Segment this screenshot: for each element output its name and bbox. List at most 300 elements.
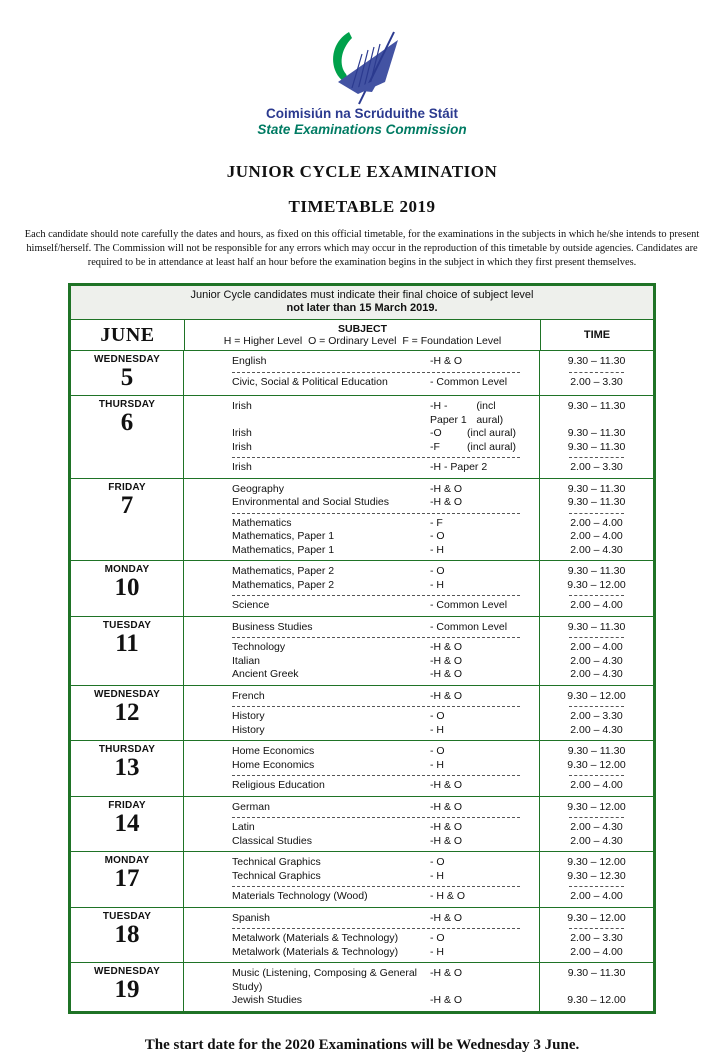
subject-cell: Religious Education	[232, 779, 325, 792]
time-cell: 9.30 – 11.30	[567, 400, 626, 413]
subject-cell: Mathematics, Paper 1	[232, 530, 335, 543]
day-row	[71, 560, 653, 616]
time-cell: 9.30 – 12.00	[567, 856, 626, 869]
subject-cell: Mathematics	[232, 516, 292, 529]
level-note: (incl aural)	[476, 400, 504, 426]
level-cell	[430, 710, 540, 724]
level-text: -H - Paper 1	[430, 400, 467, 426]
day-row-body	[184, 561, 653, 616]
subject-cell: Latin	[232, 821, 255, 834]
exam-entry	[184, 599, 653, 613]
separator-short-wrap	[540, 372, 653, 373]
exam-entry	[184, 724, 653, 738]
level-text: - O	[430, 710, 445, 723]
time-cell: 9.30 – 12.30	[567, 869, 626, 882]
separator-long	[232, 637, 520, 638]
time-cell: 9.30 – 12.00	[567, 689, 626, 702]
time-cell: 9.30 – 11.30	[567, 496, 626, 509]
subject-area	[184, 400, 540, 427]
subject-area	[184, 355, 540, 369]
subject-cell: Italian	[232, 654, 261, 667]
subject-cell: Music (Listening, Composing & General Study)	[232, 967, 418, 993]
time-cell: 2.00 – 3.30	[570, 932, 623, 945]
level-text: - Common Level	[430, 620, 508, 633]
level-text: - F	[430, 516, 443, 529]
separator-long	[232, 513, 520, 514]
time-cell: 9.30 – 12.00	[567, 911, 626, 924]
separator-row	[184, 814, 653, 821]
exam-entry	[184, 890, 653, 904]
time-cell: 2.00 – 4.30	[570, 543, 623, 556]
exam-entry	[184, 427, 653, 441]
time-cell: 2.00 – 4.00	[570, 890, 623, 903]
day-row-body	[184, 852, 653, 907]
intro-paragraph: Each candidate should note carefully the dates and hours, as fixed on this official timetable, for the examinations in the subjects in which he/she intends to present himself/herself. The Commission will not be responsible for any errors which may occur in the reproduction of this timetable by outside agencies. Candidates are required to be in attendance at least half an hour before the examination begins in the subject in which they first present themselves.	[24, 229, 700, 268]
level-text: - O	[430, 530, 445, 543]
subject-area	[184, 530, 540, 544]
separator-long-wrap	[184, 595, 540, 596]
subject-cell: Mathematics, Paper 2	[232, 578, 335, 591]
level-cell	[430, 870, 540, 884]
level-cell	[430, 461, 540, 475]
separator-long-wrap	[184, 513, 540, 514]
separator-long-wrap	[184, 372, 540, 373]
day-number: 18	[114, 920, 140, 948]
subject-area	[184, 821, 540, 835]
subject-cell: Irish	[232, 461, 252, 474]
day-number: 10	[114, 574, 140, 602]
subject-area	[184, 710, 540, 724]
level-cell	[430, 483, 540, 497]
separator-row	[184, 369, 653, 376]
separator-short-wrap	[540, 775, 653, 776]
exam-entry	[184, 655, 653, 669]
day-name: TUESDAY	[102, 910, 152, 922]
level-text: -H & O	[430, 496, 463, 509]
level-cell	[430, 496, 540, 510]
day-number: 14	[114, 809, 140, 837]
subject-cell: History	[232, 710, 265, 723]
level-cell	[430, 579, 540, 593]
level-note: (incl aural)	[466, 427, 516, 440]
time-cell: 9.30 – 12.00	[567, 800, 626, 813]
level-text: -H - Paper 2	[430, 461, 488, 474]
separator-short-wrap	[540, 817, 653, 818]
time-cell: 2.00 – 4.30	[570, 654, 623, 667]
level-text: -H & O	[430, 641, 463, 654]
level-text: - H	[430, 543, 444, 556]
subject-cell: Irish	[232, 427, 252, 440]
time-cell: 9.30 – 12.00	[567, 578, 626, 591]
subject-area	[184, 621, 540, 635]
separator-long	[232, 817, 520, 818]
level-cell	[430, 724, 540, 738]
subject-cell: Geography	[232, 482, 284, 495]
exam-entry	[184, 565, 653, 579]
level-text: - O	[430, 932, 445, 945]
level-cell	[430, 745, 540, 759]
subject-cell: Civic, Social & Political Education	[232, 375, 388, 388]
time-cell: 2.00 – 3.30	[570, 461, 623, 474]
day-row	[71, 478, 653, 561]
day-row-body	[184, 351, 653, 395]
time-cell: 2.00 – 4.00	[570, 779, 623, 792]
level-cell	[430, 565, 540, 579]
separator-row	[184, 592, 653, 599]
exam-entry	[184, 621, 653, 635]
separator-short-wrap	[540, 513, 653, 514]
subject-legend: H = Higher Level O = Ordinary Level F = Foundation Level	[223, 335, 502, 348]
level-cell	[430, 655, 540, 669]
subject-area	[184, 579, 540, 593]
exam-entry	[184, 779, 653, 793]
time-cell: 2.00 – 4.30	[570, 834, 623, 847]
subject-area	[184, 461, 540, 475]
subject-area	[184, 427, 540, 441]
subject-cell: Science	[232, 599, 270, 612]
exam-entry	[184, 690, 653, 704]
exam-entry	[184, 355, 653, 369]
banner-line2: not later than 15 March 2019.	[286, 302, 438, 315]
level-cell	[430, 544, 540, 558]
level-text: - H	[430, 758, 444, 771]
exam-entry	[184, 710, 653, 724]
level-text: -F	[430, 440, 440, 453]
exam-entry	[184, 668, 653, 682]
day-name: WEDNESDAY	[94, 354, 160, 366]
level-cell	[430, 759, 540, 773]
separator-row	[184, 772, 653, 779]
subject-cell: Technical Graphics	[232, 869, 321, 882]
exam-entry	[184, 821, 653, 835]
timetable	[68, 283, 656, 1014]
subject-cell: Environmental and Social Studies	[232, 496, 390, 509]
separator-short-wrap	[540, 706, 653, 707]
subject-area	[184, 544, 540, 558]
level-cell	[430, 668, 540, 682]
level-cell	[430, 690, 540, 704]
separator-short	[569, 928, 624, 929]
level-text: - Common Level	[430, 599, 508, 612]
date-cell	[71, 908, 184, 963]
subject-area	[184, 967, 540, 994]
subject-area	[184, 690, 540, 704]
level-text: - H & O	[430, 890, 466, 903]
level-text: -H & O	[430, 654, 463, 667]
banner-line1: Junior Cycle candidates must indicate their final choice of subject level	[190, 288, 534, 301]
separator-short	[569, 457, 624, 458]
day-name: FRIDAY	[108, 799, 146, 811]
day-number: 11	[115, 629, 139, 657]
time-cell: 2.00 – 4.00	[570, 599, 623, 612]
separator-long	[232, 372, 520, 373]
separator-row	[184, 634, 653, 641]
time-cell: 2.00 – 4.00	[570, 641, 623, 654]
level-cell	[430, 517, 540, 531]
level-cell	[430, 427, 540, 441]
title-timetable: TIMETABLE 2019	[288, 197, 436, 217]
time-cell: 2.00 – 4.30	[570, 821, 623, 834]
exam-entry	[184, 517, 653, 531]
separator-long-wrap	[184, 817, 540, 818]
level-text: -H & O	[430, 689, 463, 702]
month-header: JUNE	[71, 320, 185, 350]
time-cell: 2.00 – 3.30	[570, 375, 623, 388]
subject-cell: Metalwork (Materials & Technology)	[232, 932, 399, 945]
date-cell	[71, 741, 184, 796]
title-junior-cycle: JUNIOR CYCLE EXAMINATION	[226, 162, 498, 182]
level-text: -H & O	[430, 967, 463, 980]
separator-short	[569, 595, 624, 596]
date-cell	[71, 686, 184, 741]
separator-short	[569, 886, 624, 887]
separator-short	[569, 775, 624, 776]
exam-entry	[184, 912, 653, 926]
subject-cell: French	[232, 689, 265, 702]
timetable-rows	[71, 351, 653, 1011]
separator-row	[184, 703, 653, 710]
level-cell	[430, 376, 540, 390]
day-number: 7	[120, 491, 134, 519]
time-cell: 9.30 – 11.30	[567, 427, 626, 440]
day-number: 19	[114, 976, 140, 1004]
level-text: - O	[430, 565, 445, 578]
exam-entry	[184, 441, 653, 455]
level-text: -H & O	[430, 821, 463, 834]
subject-area	[184, 668, 540, 682]
level-text: -H & O	[430, 834, 463, 847]
subject-area	[184, 441, 540, 455]
subject-cell: Metalwork (Materials & Technology)	[232, 945, 399, 958]
separator-long	[232, 775, 520, 776]
separator-short	[569, 513, 624, 514]
separator-long-wrap	[184, 775, 540, 776]
level-text: - H	[430, 869, 444, 882]
day-row-body	[184, 797, 653, 852]
day-name: FRIDAY	[108, 481, 146, 493]
level-text: - H	[430, 578, 444, 591]
day-row	[71, 907, 653, 963]
separator-row	[184, 454, 653, 461]
separator-long-wrap	[184, 457, 540, 458]
exam-entry	[184, 400, 653, 427]
day-row-body	[184, 617, 653, 685]
level-text: - O	[430, 856, 445, 869]
level-text: -H & O	[430, 668, 463, 681]
exam-entry	[184, 994, 653, 1008]
subject-cell: Irish	[232, 400, 252, 413]
time-cell: 2.00 – 4.00	[570, 516, 623, 529]
subject-cell: Materials Technology (Wood)	[232, 890, 368, 903]
day-row-body	[184, 963, 653, 1011]
subject-cell: Classical Studies	[232, 834, 312, 847]
day-row	[71, 395, 653, 478]
date-cell	[71, 617, 184, 685]
level-cell	[430, 835, 540, 849]
time-header: TIME	[583, 329, 611, 342]
level-text: - Common Level	[430, 375, 508, 388]
subject-cell: German	[232, 800, 270, 813]
separator-row	[184, 510, 653, 517]
time-cell: 9.30 – 11.30	[567, 967, 626, 980]
day-number: 17	[114, 865, 140, 893]
org-name-english: State Examinations Commission	[257, 122, 467, 138]
exam-entry	[184, 946, 653, 960]
time-cell: 9.30 – 12.00	[567, 758, 626, 771]
separator-short	[569, 817, 624, 818]
level-note: (incl aural)	[466, 440, 516, 453]
level-cell	[430, 441, 540, 455]
separator-short-wrap	[540, 457, 653, 458]
exam-entry	[184, 579, 653, 593]
exam-entry	[184, 856, 653, 870]
level-cell	[430, 932, 540, 946]
subject-area	[184, 376, 540, 390]
exam-entry	[184, 530, 653, 544]
separator-long-wrap	[184, 706, 540, 707]
day-row-body	[184, 686, 653, 741]
separator-short-wrap	[540, 637, 653, 638]
subject-area	[184, 759, 540, 773]
day-row-body	[184, 479, 653, 561]
time-cell: 9.30 – 11.30	[567, 620, 626, 633]
time-cell: 2.00 – 4.30	[570, 668, 623, 681]
subject-cell: Ancient Greek	[232, 668, 299, 681]
level-cell	[430, 599, 540, 613]
time-cell: 9.30 – 11.30	[567, 355, 626, 368]
subject-cell: Home Economics	[232, 758, 315, 771]
subject-cell: Spanish	[232, 911, 270, 924]
subject-cell: Mathematics, Paper 2	[232, 565, 335, 578]
subject-area	[184, 517, 540, 531]
subject-cell: English	[232, 355, 267, 368]
level-cell	[430, 530, 540, 544]
exam-entry	[184, 967, 653, 994]
subject-area	[184, 994, 540, 1008]
subject-area	[184, 835, 540, 849]
day-row	[71, 796, 653, 852]
level-cell	[430, 621, 540, 635]
subject-area	[184, 932, 540, 946]
subject-cell: History	[232, 723, 265, 736]
level-text: -H & O	[430, 355, 463, 368]
time-cell: 9.30 – 11.30	[567, 482, 626, 495]
level-text: -O	[430, 427, 442, 440]
separator-row	[184, 925, 653, 932]
day-row-body	[184, 396, 653, 478]
level-cell	[430, 912, 540, 926]
date-cell	[71, 479, 184, 561]
org-name-irish: Coimisiún na Scrúduithe Stáit	[265, 106, 459, 121]
subject-area	[184, 946, 540, 960]
time-cell: 2.00 – 4.00	[570, 530, 623, 543]
subject-header: SUBJECT	[337, 323, 387, 336]
subject-cell: Mathematics, Paper 1	[232, 543, 335, 556]
day-row	[71, 685, 653, 741]
separator-short-wrap	[540, 886, 653, 887]
date-cell	[71, 852, 184, 907]
day-number: 13	[114, 754, 140, 782]
subject-area	[184, 856, 540, 870]
separator-long-wrap	[184, 886, 540, 887]
subject-area	[184, 483, 540, 497]
time-cell: 9.30 – 11.30	[567, 745, 626, 758]
subject-cell: Technology	[232, 641, 286, 654]
level-text: -H & O	[430, 800, 463, 813]
level-text: -H & O	[430, 911, 463, 924]
exam-entry	[184, 759, 653, 773]
level-cell	[430, 779, 540, 793]
exam-entry	[184, 496, 653, 510]
subject-area	[184, 724, 540, 738]
level-cell	[430, 994, 540, 1008]
day-row	[71, 351, 653, 395]
level-cell	[430, 946, 540, 960]
level-cell	[430, 967, 540, 994]
level-text: - O	[430, 745, 445, 758]
subject-area	[184, 890, 540, 904]
day-row-body	[184, 741, 653, 796]
separator-short	[569, 637, 624, 638]
exam-entry	[184, 544, 653, 558]
level-text: -H & O	[430, 779, 463, 792]
time-cell: 2.00 – 4.30	[570, 723, 623, 736]
time-cell: 9.30 – 12.00	[567, 994, 626, 1007]
logo-block	[0, 0, 724, 138]
time-cell: 2.00 – 3.30	[570, 710, 623, 723]
exam-entry	[184, 835, 653, 849]
separator-long-wrap	[184, 928, 540, 929]
day-row	[71, 616, 653, 685]
separator-short	[569, 706, 624, 707]
day-name: WEDNESDAY	[94, 966, 160, 978]
separator-long-wrap	[184, 637, 540, 638]
day-number: 12	[114, 698, 140, 726]
exam-entry	[184, 483, 653, 497]
level-text: -H & O	[430, 482, 463, 495]
subject-area	[184, 779, 540, 793]
day-name: WEDNESDAY	[94, 688, 160, 700]
exam-entry	[184, 870, 653, 884]
level-cell	[430, 801, 540, 815]
exam-entry	[184, 461, 653, 475]
separator-long	[232, 706, 520, 707]
level-choice-banner	[71, 286, 653, 321]
subject-area	[184, 912, 540, 926]
day-number: 6	[120, 409, 134, 437]
level-cell	[430, 821, 540, 835]
separator-row	[184, 883, 653, 890]
day-row	[71, 962, 653, 1011]
date-cell	[71, 561, 184, 616]
date-cell	[71, 351, 184, 395]
day-row	[71, 740, 653, 796]
separator-short	[569, 372, 624, 373]
day-row	[71, 851, 653, 907]
level-cell	[430, 890, 540, 904]
separator-long	[232, 595, 520, 596]
table-header-row	[71, 320, 653, 351]
day-number: 5	[120, 364, 134, 392]
time-cell: 2.00 – 4.00	[570, 945, 623, 958]
harp-logo	[302, 30, 422, 106]
separator-long	[232, 886, 520, 887]
separator-short-wrap	[540, 928, 653, 929]
day-name: THURSDAY	[98, 744, 156, 756]
day-name: MONDAY	[104, 855, 150, 867]
date-cell	[71, 963, 184, 1011]
day-name: THURSDAY	[98, 399, 156, 411]
